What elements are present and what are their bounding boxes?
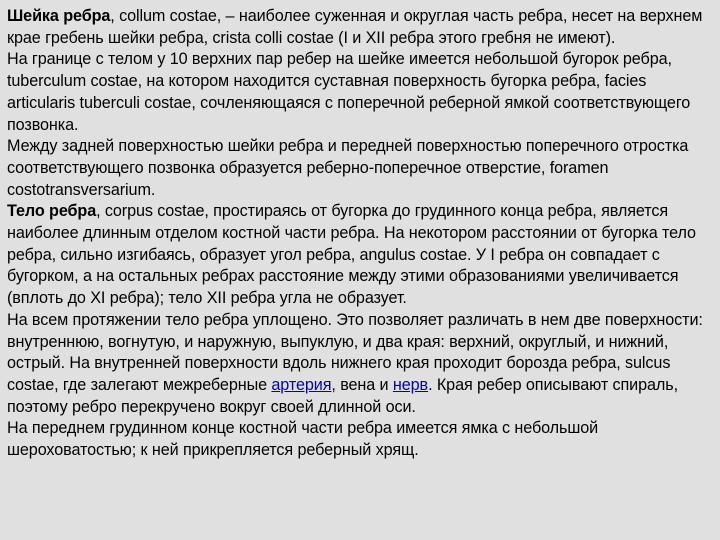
paragraph-text: . Края ребер описывают спираль, поэтому ребро перекручено вокруг своей длинной оси. [7, 375, 679, 416]
paragraph-rib-body [7, 201, 713, 310]
document-text [7, 6, 713, 462]
term-rib-neck: Шейка ребра [7, 7, 111, 25]
paragraph-text: На границе с телом у 10 верхних пар ребер на шейке имеется небольшой бугорок ребра, tuberculum costae, на котором находится суставная поверхность бугорка ребра, facies articularis tuberculi costae, сочленяющаяся с поперечной реберной ямкой соответствующего позвонка. [7, 50, 691, 134]
paragraph-rib-tubercle [7, 49, 713, 136]
paragraph-costotransverse-foramen [7, 136, 713, 201]
paragraph-rib-neck [7, 6, 713, 49]
paragraph-text: , вена и [331, 375, 393, 394]
paragraph-text: , collum costae, – наиболее суженная и округлая часть ребра, несет на верхнем крае гребень шейки ребра, crista colli costae (I и XII ребра этого гребня не имеют). [7, 7, 703, 47]
term-rib-body: Тело ребра [7, 202, 97, 221]
paragraph-text: Между задней поверхностью шейки ребра и передней поверхностью поперечного отростка соответствующего позвонка образуется реберно-поперечное отверстие, foramen costotransversarium. [7, 137, 689, 199]
paragraph-text: , corpus costae, простираясь от бугорка до грудинного конца ребра, является наиболее длинным отделом костной части ребра. На некотором расстоянии от бугорка тело ребра, сильно изгибаясь, образует угол ребра, angulus costae. У I ребра он совпадает с бугорком, а на остальных ребрах расстояние между этими образованиями увеличивается (вплоть до XI ребра); тело XII ребра угла не образует. [7, 202, 696, 308]
paragraph-rib-surfaces [7, 310, 713, 419]
nerve-link[interactable]: нерв [392, 375, 429, 394]
artery-link[interactable]: артерия [271, 375, 332, 394]
paragraph-text: На всем протяжении тело ребра уплощено. Это позволяет различать в нем две поверхности: внутреннюю, вогнутую, и наружную, выпуклую, и два края: верхний, округлый, и нижний, острый. На внутренней поверхности вдоль нижнего края проходит борозда ребра, sulcus costae, где залегают межреберные [7, 310, 703, 394]
paragraph-sternal-end [7, 418, 713, 461]
paragraph-text: На переднем грудинном конце костной части ребра имеется ямка с небольшой шероховатостью; к ней прикрепляется реберный хрящ. [7, 419, 599, 460]
